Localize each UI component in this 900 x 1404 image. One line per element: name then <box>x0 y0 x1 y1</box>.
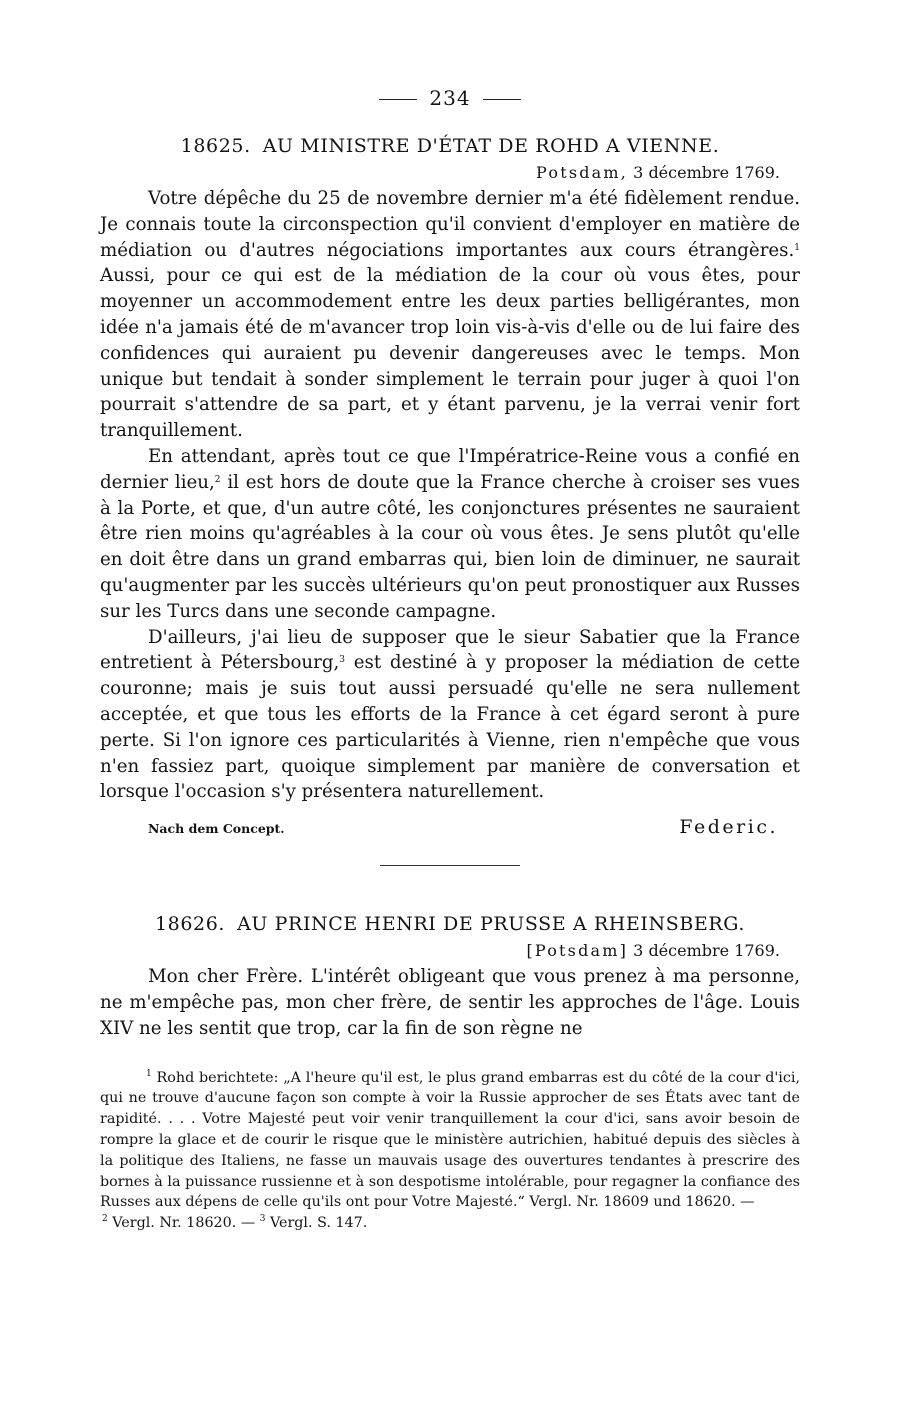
header-dash-left <box>379 99 417 100</box>
footnote-text: Rohd berichtete: „A l'heure qu'il est, le plus grand embarras est du côté de la cour d'ici, qui ne trouve d'aucune façon son compte à voir la Russie approcher de ses États avec tant de rapidité. . . . Votre Majesté peut voir venir tranquillement la cour d'ici, sans avoir besoin de rompre la glace et de courir le risque que le ministère autrichien, habitué depuis des siècles à la politique des Italiens, ne fasse un mauvais usage des ouvertures tendantes à prescrire des bornes à la puissance russienne et à son despotisme intolérable, pour regagner la confiance des Russes aux dépens de celle qu'ils ont pour Votre Majesté.“ Vergl. Nr. 18609 und 18620. — <box>100 1069 800 1211</box>
page-header <box>100 78 800 118</box>
footnote <box>100 1213 800 1234</box>
letter-paragraph <box>100 964 800 1041</box>
paragraph-text: Mon cher Frère. L'intérêt obligeant que vous prenez à ma personne, ne m'empêche pas, mon cher frère, de sentir les approches de l'âge. Louis XIV ne les sentit que trop, car la fin de son règne ne <box>100 966 800 1039</box>
paragraph-text: D'ailleurs, j'ai lieu de supposer que le sieur Sabatier que la France entretient à Pétersbourg, <box>100 626 800 674</box>
letter-place: [Potsdam] <box>526 941 629 961</box>
paragraph-text: Aussi, pour ce qui est de la médiation de la cour où vous êtes, pour moyenner un accommodement entre les deux parties belligérantes, mon idée n'a jamais été de m'avancer trop loin vis-à-vis d'elle ou de lui faire des confidences qui auraient pu devenir dangereuses avec le temps. Mon unique but tendait à sonder simplement le terrain pour juger à quoi l'on pourrait s'attendre de sa part, et y étant parvenu, je la verrai venir fort tranquillement. <box>100 265 800 442</box>
footnote-ref: 3 <box>339 655 345 666</box>
footnote-mark: 1 <box>146 1068 152 1079</box>
header-dash-right <box>483 99 521 100</box>
letter-title-text: AU PRINCE HENRI DE PRUSSE A RHEINSBERG. <box>237 913 746 936</box>
letter-number: 18626. <box>154 913 226 936</box>
section-divider <box>380 865 520 866</box>
paragraph-text: il est hors de doute que la France cherche à croiser ses vues à la Porte, et que, d'un autre côté, les conjonctures présentes ne sauraient être rien moins qu'agréables à la cour où vous êtes. Je sens plutôt qu'elle en doit être dans un grand embarras qui, bien loin de diminuer, ne saurait qu'augmenter par les succès ultérieurs qu'on peut pronostiquer aux Russes sur les Turcs dans une seconde campagne. <box>100 471 800 622</box>
paragraph-text: En attendant, après tout ce que l'Impératrice-Reine vous a confié en dernier lieu, <box>100 445 800 493</box>
footnote <box>100 1068 800 1214</box>
footnotes <box>100 1068 800 1234</box>
footnote-mark: 2 <box>102 1214 108 1225</box>
letter-date: 3 décembre 1769. <box>633 163 780 182</box>
letter-title-text: AU MINISTRE D'ÉTAT DE ROHD A VIENNE. <box>262 135 720 157</box>
letter-title <box>100 132 800 160</box>
page <box>100 78 800 1234</box>
paragraph-text: est destiné à y proposer la médiation de cette couronne; mais je suis tout aussi persuadé qu'elle ne sera nullement acceptée, et que tous les efforts de la France à cet égard seront à pure perte. Si l'on ignore ces particularités à Vienne, rien n'empêche que vous n'en fassiez part, quoique simplement par manière de conversation et lorsque l'occasion s'y présentera naturellement. <box>100 652 800 803</box>
paragraph-text: Votre dépêche du 25 de novembre dernier m'a été fidèlement rendue. Je connais toute la circonspection qu'il convient d'employer en matière de médiation ou d'autres négociations importantes aux cours étrangères. <box>100 188 800 261</box>
letter-paragraph <box>100 186 800 444</box>
letter-number: 18625. <box>180 135 251 157</box>
source-note: Nach dem Concept. <box>148 821 285 837</box>
signature-row <box>100 811 800 843</box>
page-number: 234 <box>429 86 471 110</box>
footnote-text: Vergl. S. 147. <box>265 1215 368 1232</box>
letter-date: 3 décembre 1769. <box>633 941 780 961</box>
footnote-ref: 1 <box>794 242 800 253</box>
footnote-mark: 3 <box>259 1214 266 1225</box>
letter-place: Potsdam, <box>536 163 629 182</box>
letter-title <box>100 910 800 938</box>
footnote-ref: 2 <box>214 474 221 485</box>
letter-dateline <box>100 938 800 964</box>
signature: Federic. <box>679 816 778 839</box>
footnote-text: Vergl. Nr. 18620. — <box>107 1215 256 1232</box>
letter-dateline <box>100 160 800 186</box>
letter-paragraph <box>100 625 800 806</box>
letter-paragraph <box>100 444 800 625</box>
